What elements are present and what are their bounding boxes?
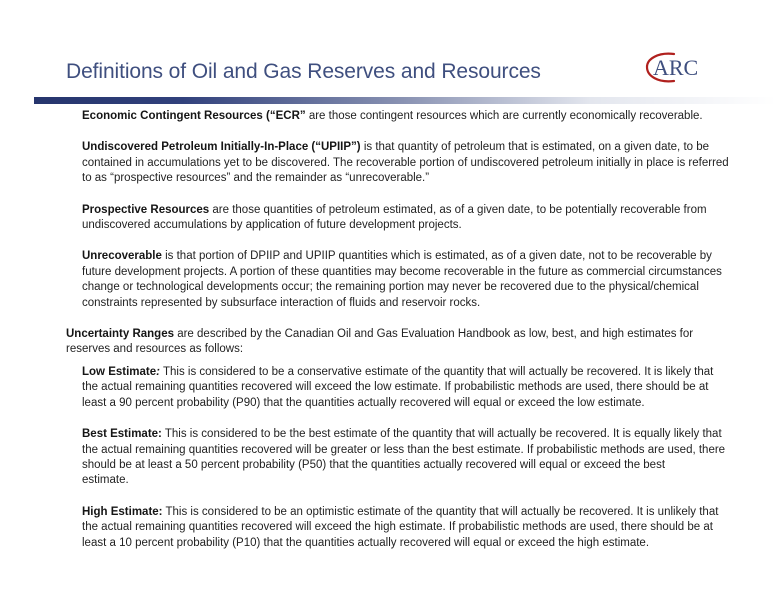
paragraph-unrecoverable bbox=[66, 249, 730, 311]
term-ecr: Economic Contingent Resources (“ECR” bbox=[82, 110, 306, 122]
paragraph-upiip bbox=[66, 140, 730, 186]
term-low-estimate-colon: : bbox=[156, 365, 160, 378]
definition-upiip: is that quantity of petroleum that is estimated, on a given date, to be contained in accumulations yet to be discovered. The recoverable portion of undiscovered petroleum initially in place is referred to as “prospective resources” and the remainder as “unrecoverable.” bbox=[82, 141, 729, 185]
term-uncertainty: Uncertainty Ranges bbox=[66, 328, 175, 341]
term-best-estimate: Best Estimate: bbox=[82, 428, 162, 441]
term-low-estimate: Low Estimate bbox=[82, 365, 157, 378]
definition-low-estimate: This is considered to be a conservative estimate of the quantity that will actually be recovered. It is likely that the actual remaining quantities recovered will exceed the low estimate. If probabilistic methods are used, there should be at least a 90 percent probability (P90) that the quantities actually recovered will equal or exceed the low estimate. bbox=[82, 365, 714, 409]
definition-ecr: are those contingent resources which are currently economically recoverable. bbox=[305, 110, 703, 122]
term-upiip: Undiscovered Petroleum Initially-In-Place (“UPIIP”) bbox=[82, 141, 361, 154]
paragraph-best-estimate bbox=[66, 427, 730, 489]
definition-best-estimate: This is considered to be the best estimate of the quantity that will actually be recovered. It is equally likely that the actual remaining quantities recovered will be greater or less than the best estimate. If probabilistic methods are used, there should be at least a 50 percent probability (P50) that the quantities actually recovered will equal or exceed the best bbox=[82, 428, 726, 471]
paragraph-low-estimate bbox=[66, 365, 730, 411]
definition-unrecoverable: is that portion of DPIIP and UPIIP quantities which is estimated, as of a given date, not to be recoverable by future development projects. A portion of these quantities may become recoverable in the future as commercial circumstances change or technological developments occur; the remaining portion may never be recovered due to the physical/chemical constraints represented by subsurface interaction of fluids and reservoir rocks. bbox=[82, 250, 722, 309]
header-rule bbox=[34, 97, 776, 104]
paragraph-high-estimate bbox=[66, 505, 730, 551]
page-title: Definitions of Oil and Gas Reserves and Resources bbox=[66, 60, 541, 83]
paragraph-ecr bbox=[66, 109, 730, 124]
term-high-estimate: High Estimate: bbox=[82, 505, 163, 518]
term-unrecoverable: Unrecoverable bbox=[82, 250, 162, 263]
definition-high-estimate: This is considered to be an optimistic estimate of the quantity that will actually be recovered. It is unlikely that the actual remaining quantities recovered will exceed the high estimate. If probabilistic methods are used, there should be at least a 10 percent probability (P10) that the quantities actually recovered will equal or exceed the high estimate. bbox=[82, 505, 719, 549]
definition-prospective: are those quantities of petroleum estimated, as of a given date, to be potentially recoverable from undiscovered accumulations by application of future development projects. bbox=[82, 203, 707, 232]
definitions-body bbox=[66, 109, 730, 567]
definition-best-estimate-end: estimate. bbox=[82, 474, 129, 487]
paragraph-prospective bbox=[66, 203, 730, 234]
arc-logo bbox=[644, 47, 718, 87]
term-prospective: Prospective Resources bbox=[82, 203, 210, 216]
svg-text:ARC: ARC bbox=[653, 55, 699, 80]
definition-uncertainty: are described by the Canadian Oil and Gas Evaluation Handbook as low, best, and high estimates for reserves and resources as follows: bbox=[66, 328, 694, 356]
paragraph-uncertainty bbox=[66, 327, 730, 358]
